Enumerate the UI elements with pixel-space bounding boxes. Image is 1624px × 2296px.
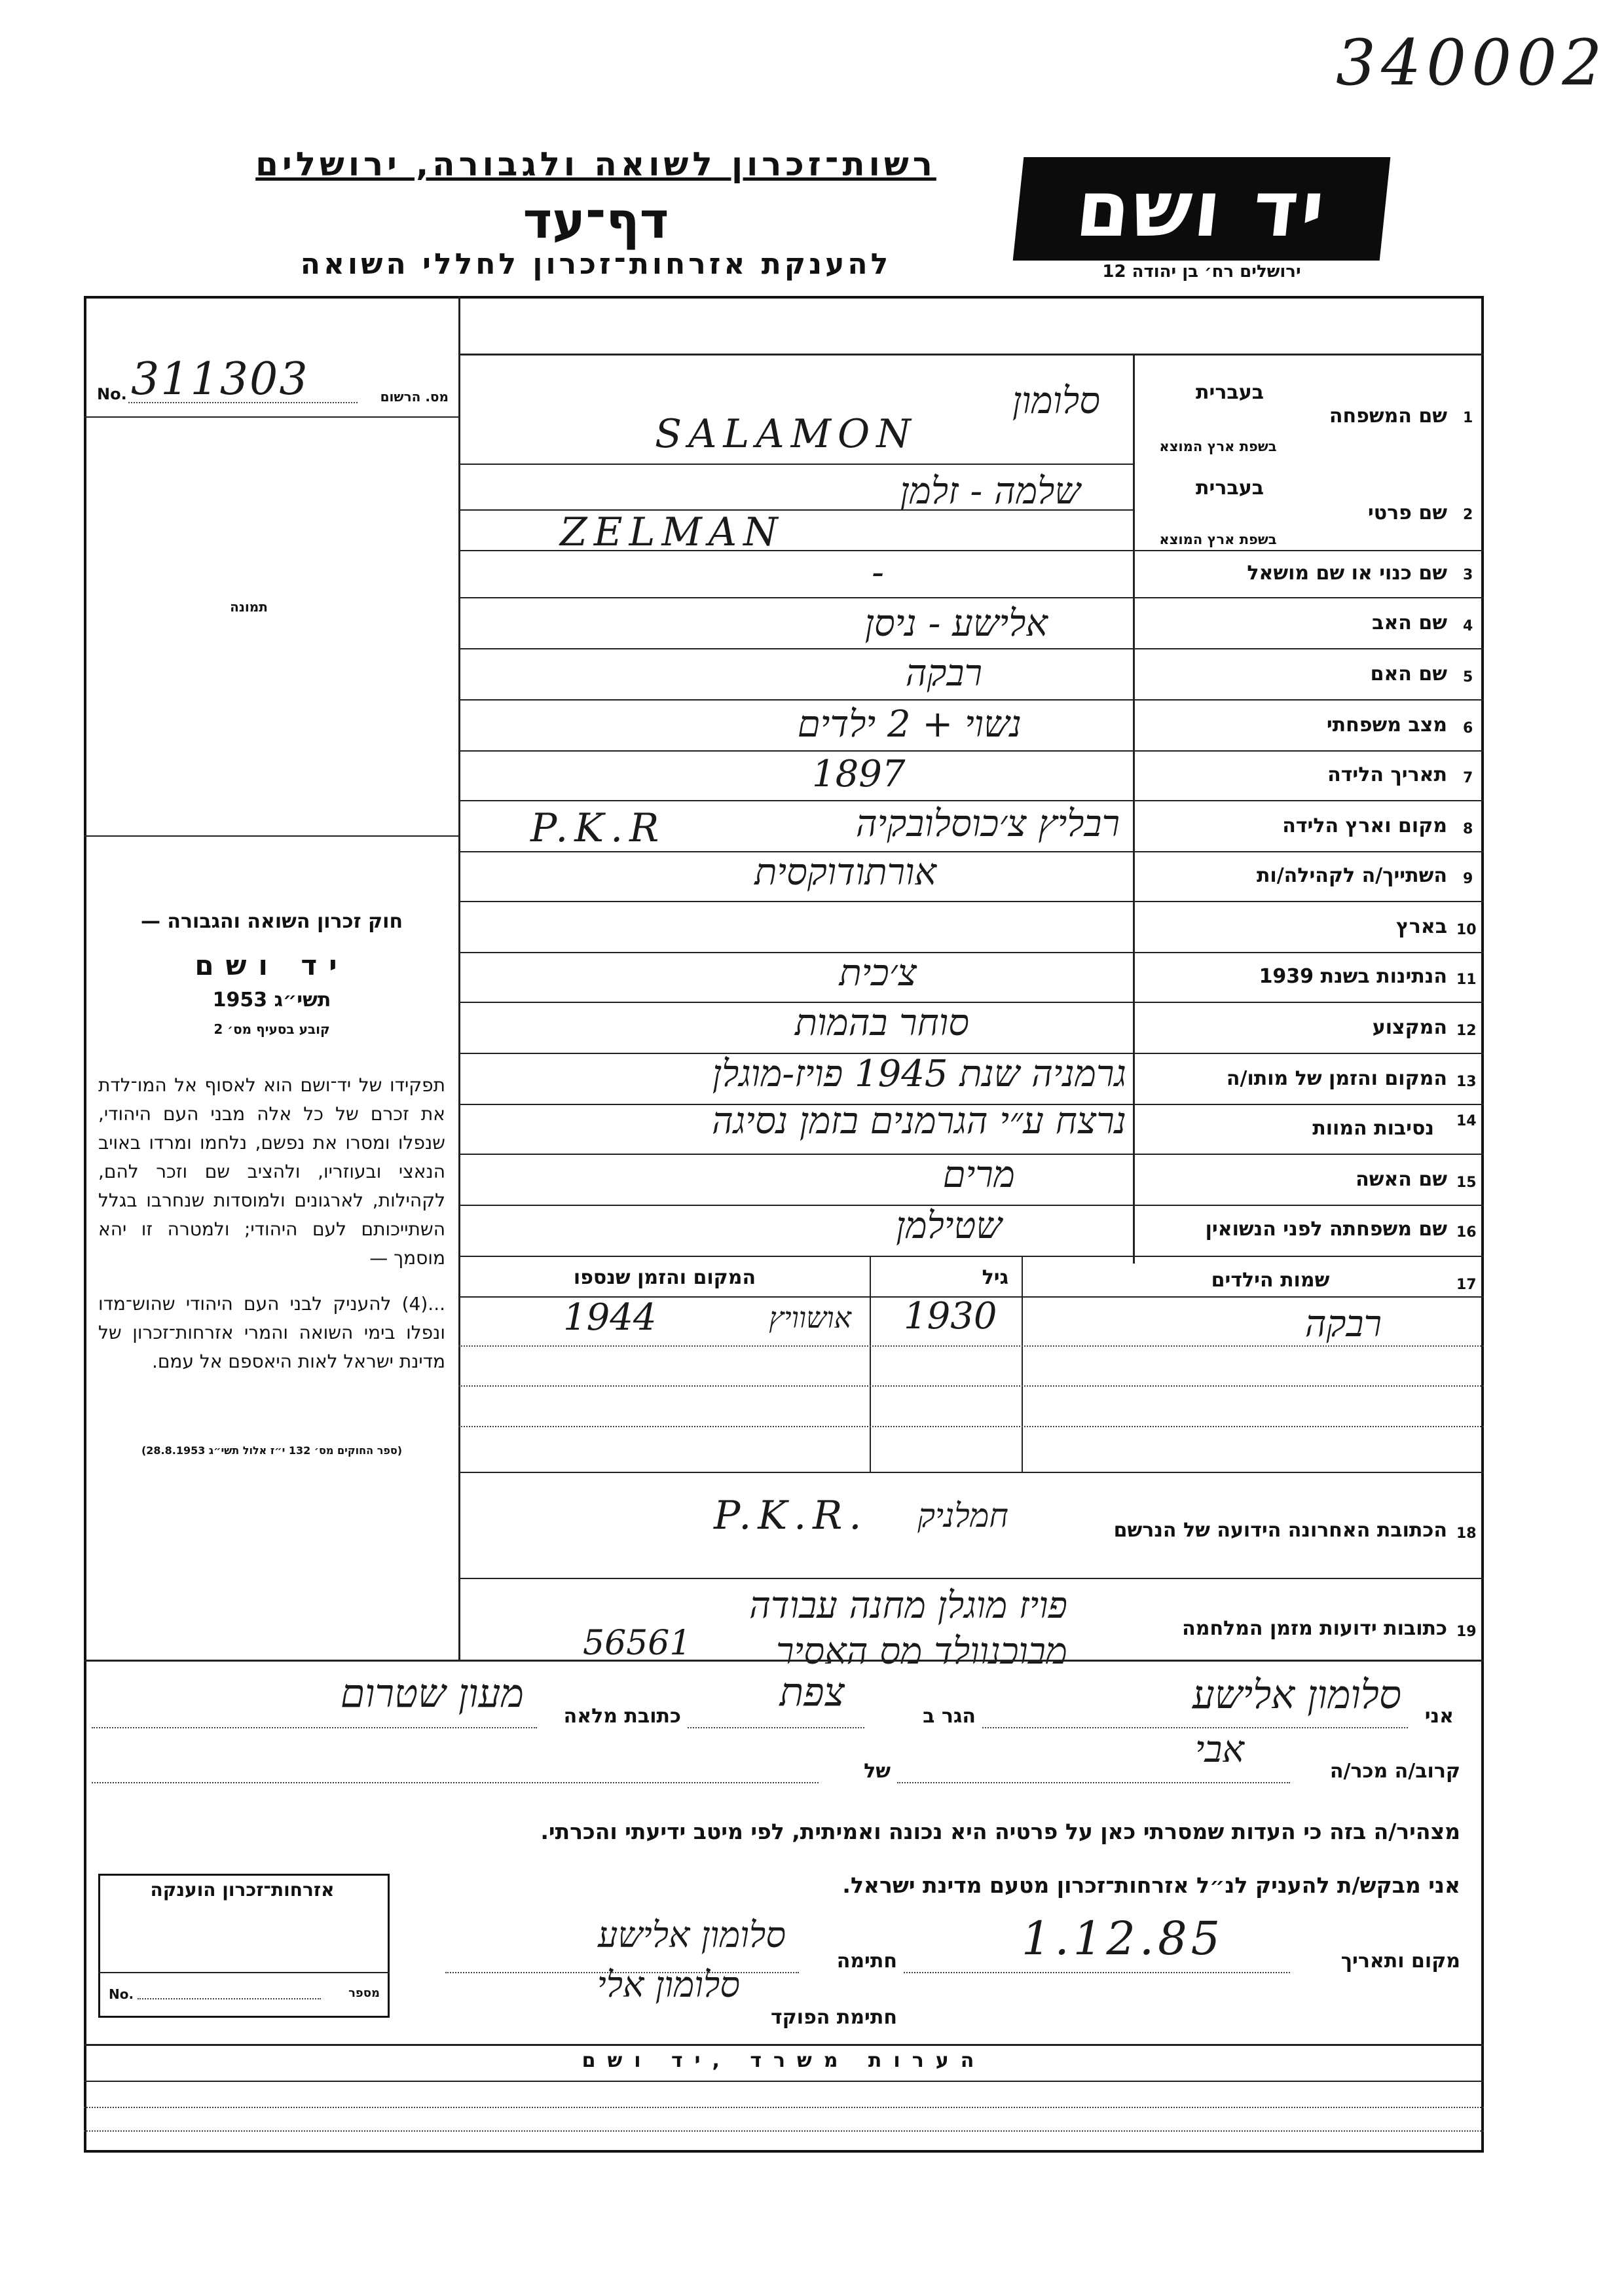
field-4-number: 4 [1463, 618, 1473, 634]
office-notes-title: הערות משרד ,יד ושם [581, 2049, 986, 2072]
field-2-hebrew-tag: בעברית [1196, 477, 1264, 500]
citizenship-box-number-label: מספר [348, 1986, 380, 2000]
declaration-request: אני מבקש/ת להעניק לנ״ל אזרחות־זכרון מטעם מדינת ישראל. [842, 1872, 1460, 1898]
top-strip-line [458, 354, 1484, 355]
logo-address: ירושלים רח׳ בן יהודה 12 [1102, 262, 1301, 282]
child-name: רבקה [1304, 1303, 1382, 1345]
form-title: דף־עד [523, 191, 669, 249]
field-6-value: נשוי + 2 ילדים [797, 703, 1022, 746]
field-14-label: נסיבות המוות [1312, 1117, 1434, 1140]
field-8-value: רבליץ צ׳כוסלובקיה [855, 803, 1120, 845]
field-12-value: סוחר בהמות [794, 1002, 969, 1044]
field-7-value: 1897 [812, 753, 906, 795]
field-19-line-2: מבוכנוולד מס האסיר [776, 1630, 1067, 1673]
photo-area [84, 416, 458, 835]
field-14-number: 14 [1456, 1113, 1477, 1129]
officer-signature-label: חתימת הפוקד [771, 2006, 897, 2029]
field-3-label: שם כנוי או שם מושאל [1247, 562, 1447, 585]
field-1-origin-tag: בשפת ארץ המוצא [1159, 439, 1277, 454]
field-7-label: תאריך הלידה [1327, 763, 1447, 786]
field-12-label: המקצוע [1372, 1016, 1447, 1039]
officer-signature: סלומון אלי [597, 1964, 740, 2005]
full-address-label: כתובת מלאה [563, 1705, 681, 1728]
citizenship-box-no-label: No. [109, 1986, 134, 2002]
declaration-date: 1.12.85 [1022, 1912, 1225, 1965]
field-2-value-hebrew: שלמה - זלמן [900, 470, 1080, 513]
field-1-value-hebrew: סלומון [1012, 380, 1100, 422]
signature-label: חתימה [836, 1950, 897, 1973]
field-13-number: 13 [1456, 1074, 1477, 1090]
relative-label: קרוב/ה מכר/ה [1329, 1760, 1460, 1783]
field-15-label: שם האשה [1356, 1168, 1447, 1191]
field-14-value: נרצח ע״י הגרמנים בזמן נסיגה [711, 1100, 1126, 1142]
field-11-number: 11 [1456, 972, 1477, 988]
declaration-i-label: אני [1424, 1705, 1454, 1728]
field-17-place-label: המקום והזמן שנספו [573, 1266, 756, 1289]
field-5-label: שם האם [1370, 663, 1447, 685]
law-year: תשי״ג 1953 [212, 989, 331, 1011]
field-3-number: 3 [1463, 567, 1473, 583]
field-17-age-label: גיל [982, 1266, 1008, 1289]
child-death-place: אושוויץ [769, 1302, 851, 1335]
field-2-label: שם פרטי [1367, 501, 1447, 524]
field-17-number: 17 [1456, 1277, 1477, 1293]
child-age: 1930 [904, 1295, 997, 1338]
field-15-number: 15 [1456, 1175, 1477, 1191]
field-5-number: 5 [1463, 669, 1473, 685]
field-16-number: 16 [1456, 1224, 1477, 1241]
field-9-number: 9 [1463, 871, 1473, 887]
law-clause-4: ...(4) להעניק לבני העם היהודי שהוש־מדו ונפלו בימי השואה והמרי אזרחות־זכרון של מדינת ישראל לאות היאספם אל עמם. [98, 1293, 445, 1372]
child-death-year: 1944 [563, 1296, 657, 1339]
field-4-value: אלישע - ניסן [864, 602, 1048, 645]
field-9-label: השתייך/ה לקהילה/ות [1256, 864, 1447, 887]
citizenship-box-title: אזרחות־זכרון הוענקה [150, 1879, 335, 1901]
law-title: חוק זכרון השואה והגבורה — [140, 910, 403, 933]
field-6-label: מצב משפחתי [1326, 714, 1447, 737]
field-16-value: שטילמן [896, 1205, 1002, 1247]
declarant-name: סלומון אלישע [1192, 1672, 1401, 1718]
field-17-label: שמות הילדים [1211, 1269, 1330, 1292]
archive-number: 340002 [1336, 26, 1608, 100]
field-1-number: 1 [1463, 410, 1473, 426]
law-clause: קובע בסעיף מס׳ 2 [213, 1021, 330, 1037]
field-18-value: חמלניק [917, 1497, 1008, 1535]
field-13-label: המקום והזמן של מותו/ה [1226, 1067, 1447, 1090]
registration-number: 311303 [131, 354, 309, 405]
law-citation: (ספר החוקים מס׳ 132 י״ז אלול תשי״ג 28.8.1953) [141, 1444, 403, 1457]
field-2-value-latin: ZELMAN [560, 509, 784, 555]
field-18-label: הכתובת האחרונה הידועה של הנרשם [1113, 1519, 1447, 1542]
field-12-number: 12 [1456, 1023, 1477, 1039]
field-9-value: אורתודוקסית [754, 851, 936, 894]
yad-vashem-logo [1013, 157, 1391, 261]
field-19-line-2-number: 56561 [583, 1624, 692, 1663]
field-19-number: 19 [1456, 1624, 1477, 1640]
logo-text: יד ושם [1072, 164, 1331, 254]
label-column-divider [1133, 354, 1135, 1264]
resides-label: הגר ב [923, 1705, 976, 1728]
field-15-value: מרים [942, 1154, 1015, 1196]
field-10-number: 10 [1456, 922, 1477, 938]
field-5-value: רבקה [905, 652, 982, 695]
of-label: של [864, 1760, 891, 1783]
field-19-line-1: פויז מוגלן מחנה עבודה [749, 1584, 1067, 1627]
declaration-statement: מצהיר/ה בזה כי העדות שמסרתי כאן על פרטיה היא נכונה ואמיתית, לפי מיטב ידיעתי והכרתי. [540, 1819, 1460, 1844]
field-2-number: 2 [1463, 507, 1473, 523]
registration-label: מס. הרשום [380, 389, 449, 405]
field-18-value-latin: P.K.R. [714, 1493, 868, 1539]
relation-value: אבי [1194, 1728, 1244, 1771]
place-date-label: מקום ותאריך [1340, 1950, 1460, 1973]
field-16-label: שם משפחתה לפני הנשואין [1205, 1218, 1447, 1241]
field-11-value: צ׳כית [839, 952, 917, 994]
registration-no-label: No. [97, 385, 127, 403]
photo-label: תמונה [230, 599, 268, 615]
authority-heading: רשות־זכרון לשואה ולגבורה, ירושלים [255, 145, 936, 183]
field-13-value: גרמניה שנת 1945 פויז-מוגלן [712, 1053, 1126, 1095]
field-4-label: שם האב [1372, 611, 1447, 634]
law-name: יד ושם [194, 949, 349, 981]
field-1-hebrew-tag: בעברית [1196, 381, 1264, 404]
declarant-signature: סלומון אלישע [597, 1914, 786, 1956]
field-1-value-latin: SALAMON [655, 411, 917, 457]
left-column-divider [458, 296, 460, 1660]
field-11-label: הנתינות בשנת 1939 [1259, 965, 1447, 988]
field-8-value-latin: P.K.R [530, 805, 666, 851]
field-1-label: שם המשפחה [1329, 405, 1447, 428]
field-7-number: 7 [1463, 770, 1473, 786]
field-3-value: - [872, 551, 884, 594]
law-paragraph: תפקידו של יד־ושם הוא לאסוף אל המו־לדת את זכרם של כל אלה מבני העם היהודי, שנפלו ומסרו את נפשם, נלחמו ומרדו באויב הנאצי ובעוזריו, ולהציב שם וזכר להם, לקהילות, לארגונים ולמוסדות שנחרבו בגלל השתייכותם לעם היהודי; ולמטרה זו יהא מוסמך — [98, 1074, 445, 1269]
field-10-label: בארץ [1395, 915, 1447, 938]
declarant-address: מעון שטרום [340, 1671, 524, 1717]
field-2-origin-tag: בשפת ארץ המוצא [1159, 532, 1277, 547]
declarant-city: צפת [779, 1669, 845, 1715]
field-8-number: 8 [1463, 821, 1473, 837]
form-subtitle: להענקת אזרחות־זכרון לחללי השואה [300, 247, 892, 281]
field-18-number: 18 [1456, 1525, 1477, 1542]
field-19-label: כתובות ידועות מזמן המלחמה [1182, 1617, 1447, 1640]
field-6-number: 6 [1463, 720, 1473, 737]
field-8-label: מקום וארץ הלידה [1282, 814, 1447, 837]
